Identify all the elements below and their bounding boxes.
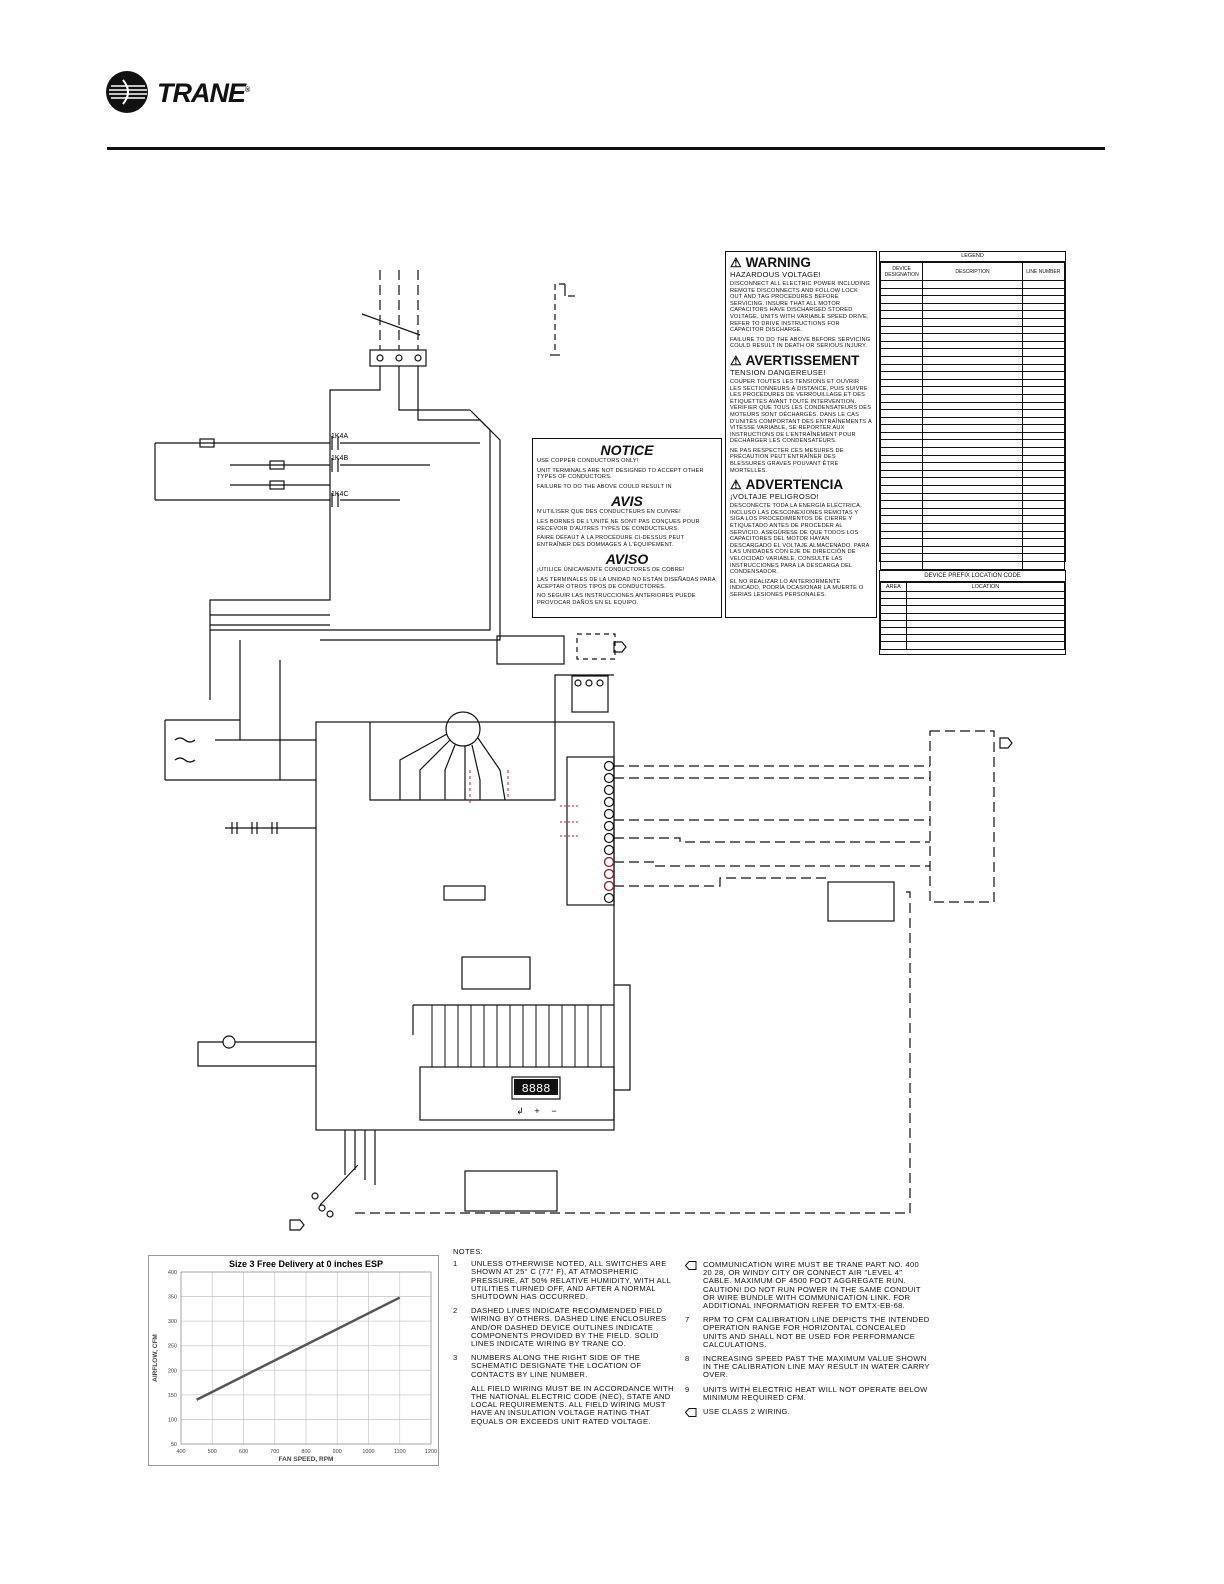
note-left-number: 2 [453,1306,458,1316]
legend-row [881,432,1065,440]
note-right-item [685,1261,930,1310]
advertencia-title: ADVERTENCIA [745,477,844,493]
warning-subtitle: HAZARDOUS VOLTAGE! [730,270,821,279]
legend-row [881,341,1065,349]
legend-row [881,417,1065,425]
legend-row [881,554,1065,562]
contact-label-1k4a: 1K4A [331,433,349,440]
chart-title: Size 3 Free Delivery at 0 inches ESP [228,1259,384,1269]
note-right-item [685,1386,930,1402]
legend-row [881,486,1065,494]
warning-triangle-icon: ⚠ [730,352,742,368]
note-left-text: ALL FIELD WIRING MUST BE IN ACCORDANCE WITH THE NATIONAL ELECTRIC CODE (NEC), STATE AND LOCAL REQUIREMENTS. ALL FIELD WIRING MUST HAVE AN INSULATION VOLTAGE RATING THAT EQUALS OR EXCEEDS UNIT RATED VOLTAGE. [471,1383,674,1426]
chart-series-line [197,1298,400,1400]
notice-panel [532,438,722,618]
prefix-row [881,599,1065,606]
avis-text-2: LES BORNES DE L'UNITÉ NE SONT PAS CONÇUES POUR RECEVOIR D'AUTRES TYPES DE CONDUCTEURS. [537,518,700,532]
notes-right [685,1261,930,1425]
avis-text-1: N'UTILISER QUE DES CONDUCTEURS EN CUIVRE! [537,509,681,516]
note-right-number: 7 [685,1315,690,1325]
legend-row [881,356,1065,364]
note-left-item [453,1354,683,1379]
notice-text-1: USE COPPER CONDUCTORS ONLY! [537,458,639,464]
chart-x-tick-label: 600 [238,1449,249,1455]
display-button-plus: + [534,1106,540,1116]
legend-row [881,394,1065,402]
legend-row [881,493,1065,501]
legend-row [881,311,1065,319]
legend-row [881,531,1065,539]
note-right-number [685,1408,703,1419]
prefix-row [881,606,1065,613]
legend-row [881,539,1065,547]
notice-text-3: FAILURE TO DO THE ABOVE COULD RESULT IN [537,483,672,490]
chart-y-tick-label: 100 [167,1417,177,1424]
prefix-col-area: AREA [881,583,907,592]
warning-panel [725,251,877,618]
prefix-row [881,620,1065,627]
chart-y-tick-label: 300 [167,1319,177,1326]
note-left-item [453,1307,683,1348]
note-left-text: UNLESS OTHERWISE NOTED, ALL SWITCHES ARE SHOWN AT 25° C (77° F), AT ATMOSPHERIC PRESSURE, AT 50% RELATIVE HUMIDITY, WITH ALL UTILITIES TURNED OFF, AND AFTER A NORMAL SHUTDOWN HAS OCCURRED. [471,1259,671,1302]
note-right-text: USE CLASS 2 WIRING. [703,1407,791,1417]
contact-label-1k4b: 1K4B [331,455,349,462]
legend-row [881,470,1065,478]
note-left-item [453,1385,683,1426]
legend-row [881,296,1065,304]
warning-triangle-icon: ⚠ [730,477,742,493]
prefix-col-location: LOCATION [906,583,1064,592]
legend-row [881,364,1065,372]
note-right-item [685,1355,930,1380]
prefix-row [881,613,1065,620]
chart-x-axis-label: FAN SPEED, RPM [278,1456,334,1463]
avertissement-subtitle: TENSION DANGEREUSE! [730,367,826,377]
legend-row [881,524,1065,532]
legend-row [881,508,1065,516]
note-right-item [685,1408,930,1419]
note-right-number: 8 [685,1354,690,1364]
legend-row [881,463,1065,471]
legend-table [879,251,1066,562]
contact-label-1k4c: 1K4C [331,491,349,498]
warning-text-1: DISCONNECT ALL ELECTRIC POWER INCLUDING REMOTE DISCONNECTS AND FOLLOW LOCK OUT AND TAG PROCEDURES BEFORE SERVICING. INSURE THAT ALL MOTOR CAPACITORS HAVE DISCHARGED STORED VOLTAGE. UNITS WITH VARIABLE SPEED DRIVE, REFER TO DRIVE INSTRUCTIONS FOR CAPACITOR DISCHARGE. [730,281,870,334]
legend-row [881,561,1065,569]
legend-row [881,516,1065,524]
chart-y-tick-label: 350 [167,1294,177,1301]
legend-title: LEGEND [880,252,1065,262]
advertencia-subtitle: ¡VOLTAJE PELIGROSO! [730,492,819,502]
prefix-row [881,627,1065,634]
aviso-title: AVISO [605,551,649,568]
legend-row [881,387,1065,395]
legend-row [881,318,1065,326]
legend-row [881,410,1065,418]
note-left-number: 1 [453,1259,458,1269]
legend-col-device: DEVICE DESIGNATION [881,263,923,281]
chart-x-tick-label: 500 [207,1449,217,1455]
legend-row [881,478,1065,486]
note-left-text: DASHED LINES INDICATE RECOMMENDED FIELD WIRING BY OTHERS. DASHED LINE ENCLOSURES AND/OR DASHED DEVICE OUTLINES INDICATE COMPONENTS PROVIDED BY THE FIELD. SOLID LINES INDICATE WIRING BY TRANE CO. [471,1306,667,1349]
legend-row [881,303,1065,311]
advertencia-text-1: DESCONECTE TODA LA ENERGÍA ELÉCTRICA, INCLUSO LAS DESCONEXIONES REMOTAS Y SIGA LOS PROCEDIMIENTOS DE CIERRE Y ETIQUETADO ANTES DE PROCEDER AL SERVICIO. ASEGÚRESE DE QUE TODOS LOS CAPACITORES DEL MOTOR HAYAN DESCARGADO EL VOLTAJE ALMACENADO. PARA LAS UNIDADES CON EJE DE DIRECCIÓN DE VELOCIDAD VARIABLE, CONSULTE LAS INSTRUCCIONES PARA LA DESCARGA DEL CONDENSADOR. [730,503,870,576]
legend-row [881,402,1065,410]
legend-row [881,372,1065,380]
note-flag-icon [685,1408,697,1417]
note-right-text: COMMUNICATION WIRE MUST BE TRANE PART NO. 400 20 28, OR WINDY CITY OR CONNECT AIR "LEVEL 4" CABLE. MAXIMUM OF 4500 FOOT AGGREGATE RUN. CAUTION! DO NOT RUN POWER IN THE SAME CONDUIT OR WIRE BUNDLE WITH COMMUNICATION LINK. FOR ADDITIONAL INFORMATION REFER TO EMTX-EB-68. [703,1260,921,1311]
chart-y-tick-label: 150 [167,1392,177,1399]
legend-row [881,379,1065,387]
brand-wordmark: TRANE® [157,78,250,108]
chart-x-tick-label: 1000 [362,1449,375,1455]
warning-triangle-icon: ⚠ [730,255,742,270]
notes-left [453,1248,683,1432]
display-button-minus: − [551,1106,557,1116]
chart-svg [149,1256,438,1465]
notice-title: NOTICE [600,442,654,458]
note-left-number: 3 [453,1353,458,1363]
legend-row [881,501,1065,509]
chart-x-tick-label: 1200 [424,1449,438,1455]
chart-x-tick-label: 400 [176,1449,186,1455]
note-right-text: UNITS WITH ELECTRIC HEAT WILL NOT OPERATE BELOW MINIMUM REQUIRED CFM. [703,1384,928,1402]
advertencia-text-2: EL NO REALIZAR LO ANTERIORMENTE INDICADO, PODRÍA OCASIONAR LA MUERTE O SERIAS LESIONES PERSONALES. [730,578,864,598]
note-right-item [685,1316,930,1349]
warning-text-2: FAILURE TO DO THE ABOVE BEFORE SERVICING COULD RESULT IN DEATH OR SERIOUS INJURY. [730,336,871,350]
notes-heading: NOTES: [453,1247,484,1256]
legend-col-description: DESCRIPTION [923,263,1022,281]
note-left-number [453,1385,471,1426]
chart-y-tick-label: 200 [167,1368,177,1375]
aviso-text-2: LAS TERMINALES DE LA UNIDAD NO ESTÁN DISEÑADAS PARA ACEPTAR OTROS TIPOS DE CONDUCTORES. [537,576,716,590]
prefix-row [881,592,1065,599]
prefix-title: DEVICE PREFIX LOCATION CODE [880,571,1065,582]
legend-row [881,281,1065,289]
legend-row [881,455,1065,463]
prefix-row [881,635,1065,642]
warning-title: WARNING [745,255,811,270]
avis-title: AVIS [611,493,643,510]
legend-row [881,326,1065,334]
legend-row [881,349,1065,357]
legend-row [881,425,1065,433]
note-right-text: RPM TO CFM CALIBRATION LINE DEPICTS THE INTENDED OPERATION RANGE FOR HORIZONTAL CONCEALED UNITS AND SHALL NOT BE USED FOR PERFORMANCE CALCULATIONS. [703,1315,930,1349]
calibration-chart [148,1255,439,1466]
legend-col-line: LINE NUMBER [1022,263,1064,281]
chart-x-tick-label: 1100 [393,1449,406,1455]
note-left-item [453,1260,683,1301]
legend-row [881,440,1065,448]
note-right-number [685,1261,703,1310]
avertissement-title: AVERTISSEMENT [745,352,860,368]
chart-x-tick-label: 700 [270,1449,280,1455]
chart-y-tick-label: 50 [170,1442,177,1448]
avis-text-3: FAIRE DÉFAUT À LA PROCÉDURE CI-DESSUS PEUT ENTRAÎNER DES DOMMAGES À L'ÉQUIPEMENT. [537,535,685,548]
note-right-number: 9 [685,1384,690,1394]
display-button-enter: ↲ [516,1106,524,1116]
notice-text-2: UNIT TERMINALS ARE NOT DESIGNED TO ACCEPT OTHER TYPES OF CONDUCTORS. [537,467,704,481]
chart-y-axis-label: AIRFLOW, CFM [152,1334,159,1382]
note-flag-icon [685,1261,697,1270]
note-left-text: NUMBERS ALONG THE RIGHT SIDE OF THE SCHEMATIC DESIGNATE THE LOCATION OF CONTACTS BY LINE NUMBER. [471,1353,642,1379]
display-readout: 8888 [521,1082,551,1096]
chart-y-tick-label: 250 [167,1343,177,1350]
chart-x-tick-label: 800 [301,1449,311,1455]
chart-x-tick-label: 900 [332,1449,342,1455]
legend-row [881,334,1065,342]
aviso-text-1: ¡UTILICE ÚNICAMENTE CONDUCTORES DE COBRE! [537,567,685,574]
aviso-text-3: NO SEGUIR LAS INSTRUCCIONES ANTERIORES PUEDE PROVOCAR DAÑOS EN EL EQUIPO. [537,593,696,606]
legend-row [881,288,1065,296]
legend-row [881,448,1065,456]
legend-row [881,546,1065,554]
avertissement-text-2: NE PAS RESPECTER CES MESURES DE PRÉCAUTION PEUT ENTRAÎNER DES BLESSURES GRAVES POUVANT ÊTRE MORTELLES. [730,447,844,474]
chart-y-tick-label: 400 [167,1270,177,1276]
avertissement-text-1: COUPER TOUTES LES TENSIONS ET OUVRIR LES SECTIONNEURS À DISTANCE, PUIS SUIVRE LES PROCÉDURES DE VERROUILLAGE ET DES ÉTIQUETTES AVANT TOUTE INTERVENTION. VÉRIFIER QUE TOUS LES CONDENSATEURS DES MOTEURS SONT DÉCHARGÉS. DANS LE CAS D'UNITÉS COMPORTANT DES ENTRAÎNEMENTS À VITESSE VARIABLE, SE REPORTER AUX INSTRUCTIONS DE L'ENTRAÎNEMENT POUR DÉCHARGER LES CONDENSATEURS. [730,378,872,445]
device-prefix-table [879,570,1066,655]
prefix-row [881,642,1065,649]
note-right-text: INCREASING SPEED PAST THE MAXIMUM VALUE SHOWN IN THE CALIBRATION LINE MAY RESULT IN WATER CARRY OVER. [703,1354,930,1380]
